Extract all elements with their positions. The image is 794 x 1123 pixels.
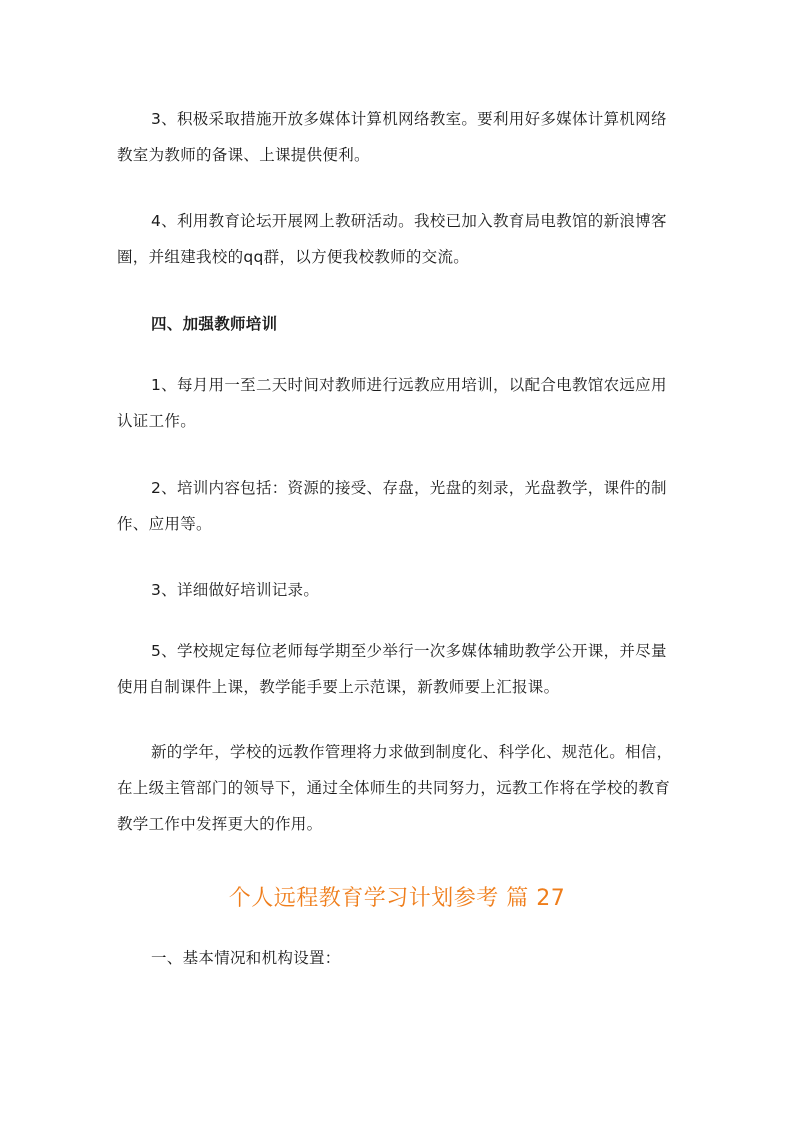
section-heading-teacher-training: 四、加强教师培训 bbox=[151, 315, 278, 333]
paragraph-education-forum: 4、利用教育论坛开展网上教研活动。我校已加入教育局电教馆的新浪博客圈，并组建我校的qq群，以方便我校教师的交流。 bbox=[117, 212, 667, 266]
paragraph-monthly-training: 1、每月用一至二天时间对教师进行远教应用培训，以配合电教馆农远应用认证工作。 bbox=[117, 376, 667, 430]
paragraph-open-classes: 5、学校规定每位老师每学期至少举行一次多媒体辅助教学公开课，并尽量使用自制课件上课，教学能手要上示范课，新教师要上汇报课。 bbox=[117, 642, 667, 696]
paragraph-multimedia-classroom: 3、积极采取措施开放多媒体计算机网络教室。要利用好多媒体计算机网络教室为教师的备课、上课提供便利。 bbox=[117, 110, 667, 164]
paragraph-training-records: 3、详细做好培训记录。 bbox=[151, 581, 320, 599]
paragraph-conclusion: 新的学年，学校的远教作管理将力求做到制度化、科学化、规范化。相信，在上级主管部门的领导下，通过全体师生的共同努力，远教工作将在学校的教育教学工作中发挥更大的作用。 bbox=[117, 743, 673, 833]
article-title: 个人远程教育学习计划参考 篇 27 bbox=[228, 886, 566, 911]
subheading-basic-situation: 一、基本情况和机构设置： bbox=[151, 949, 341, 967]
paragraph-training-content: 2、培训内容包括：资源的接受、存盘，光盘的刻录，光盘教学，课件的制作、应用等。 bbox=[117, 479, 667, 533]
